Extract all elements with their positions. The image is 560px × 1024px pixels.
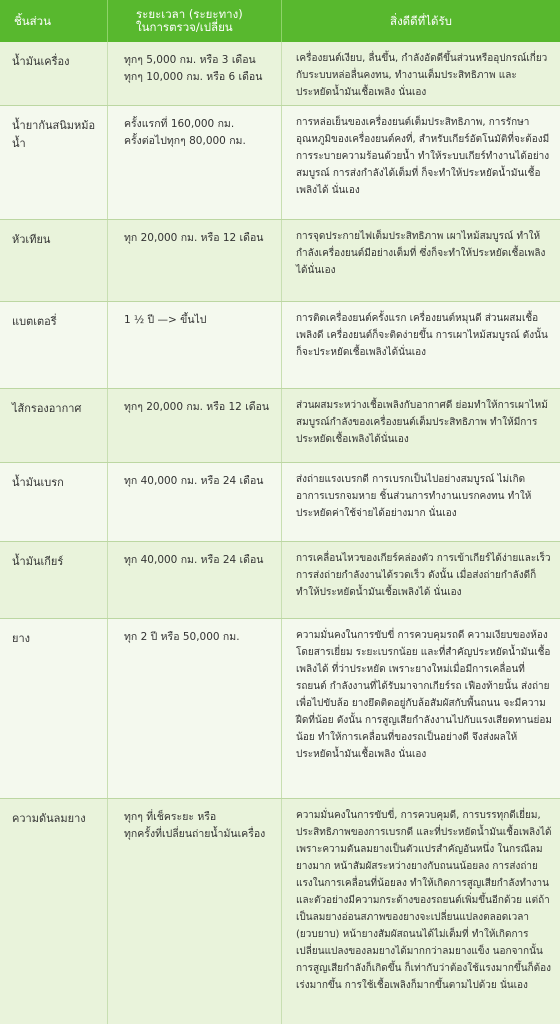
table-row xyxy=(0,42,560,106)
table-row xyxy=(0,463,560,542)
benefit-cell: ความมั่นคงในการขับขี่, การควบคุมดี, การบรรทุกดีเยี่ยม, ประสิทธิภาพของการเบรกดี และที่ประหยัดน้ำมันเชื้อเพลิงได้ เพราะความดันลมยางเป็นตัวแปรสำคัญอันหนึ่ง ในกรณีลมยางมาก หน้าสัมผัสระหว่างยางกับถนนน้อยลง การส่งถ่ายแรงในการเคลื่อนที่น้อยลง ทำให้เกิดการสูญเสียกำลังทำงานและตัวอย่างมีความกระด้างของรถยนต์เพิ่มขึ้นอีกด้วย แต่ถ้าเป็นลมยางอ่อนสภาพของยางจะเปลี่ยนแปลงตลอดเวลา (ยวบยาบ) หน้ายางสัมผัสถนนได้ไม่เต็มที่ ทำให้เกิดการเปลี่ยนแปลงของลมยางได้มากกว่าลมยางแข็ง นอกจากนั้นการสูญเสียกำลังก็เกิดขึ้น ก็เท่ากับว่าต้องใช้แรงมากขึ้นก็ต้องเร่งมากขึ้น การใช้เชื้อเพลิงก็มากขึ้นตามไปด้วย นั่นเอง xyxy=(296,810,552,991)
interval-cell: ทุกๆ ที่เช็คระยะ หรือ ทุกครั้งที่เปลี่ยนถ่ายน้ำมันเครื่อง xyxy=(108,799,282,1024)
header-part: ชิ้นส่วน xyxy=(0,0,108,42)
interval-cell: ครั้งแรกที่ 160,000 กม. ครั้งต่อไปทุกๆ 80,000 กม. xyxy=(108,106,282,219)
header-interval xyxy=(108,0,282,42)
benefit-cell: ส่วนผสมระหว่างเชื้อเพลิงกับอากาศดี ย่อมทำให้การเผาไหม้สมบูรณ์กำลังของเครื่องยนต์เต็มประสิทธิภาพ ทำให้มีการประหยัดเชื้อเพลิงได้นั่นเอง xyxy=(296,400,548,445)
table-row xyxy=(0,220,560,302)
benefit-cell: การจุดประกายไฟเต็มประสิทธิภาพ เผาไหม้สมบูรณ์ ทำให้กำลังเครื่องยนต์มีอย่างเต็มที่ ซึ่งก็จะทำให้ประหยัดเชื้อเพลิงได้นั่นเอง xyxy=(296,231,546,276)
table-row xyxy=(0,619,560,799)
benefit-cell: การหล่อเย็นของเครื่องยนต์เต็มประสิทธิภาพ, การรักษาอุณหภูมิของเครื่องยนต์คงที่, สำหรับเกียร์อัตโนมัติที่จะต้องมีการระบายความร้อนด้วยน้ำ ทำให้ระบบเกียร์ทำงานได้อย่างสมบูรณ์ การส่งกำลังได้เต็มที่ ก็จะทำให้ประหยัดน้ำมันเชื้อเพลิงได้ นั่นเอง xyxy=(296,117,550,196)
part-cell: น้ำมันเครื่อง xyxy=(0,42,108,105)
part-cell: หัวเทียน xyxy=(0,220,108,301)
part-cell: น้ำมันเกียร์ xyxy=(0,542,108,618)
table-row xyxy=(0,542,560,619)
table-row xyxy=(0,302,560,389)
part-cell: น้ำมันเบรก xyxy=(0,463,108,541)
header-interval-line2: ในการตรวจ/เปลี่ยน xyxy=(136,20,233,34)
table-header xyxy=(0,0,560,42)
interval-cell: ทุก 40,000 กม. หรือ 24 เดือน xyxy=(108,542,282,618)
part-cell: น้ำยากันสนิมหม้อน้ำ xyxy=(0,106,108,219)
interval-cell: ทุก 20,000 กม. หรือ 12 เดือน xyxy=(108,220,282,301)
benefit-cell: ความมั่นคงในการขับขี่ การควบคุมรถดี ความเงียบของห้องโดยสารเยี่ยม ระยะเบรกน้อย และที่สำคัญประหยัดน้ำมันเชื้อเพลิงได้ ที่ว่าประหยัด เพราะยางใหม่เมื่อมีการเคลื่อนที่รถยนต์ กำลังงานที่ได้รับมาจากเกียร์รถ เฟืองท้ายนั้น ส่งถ่ายเพื่อไปขับล้อ ยางยึดติดอยู่กับล้อสัมผัสกับพื้นถนน จะมีความฝืดที่น้อย ดังนั้น การสูญเสียกำลังงานไปกับแรงเสียดทานย่อมน้อย ทำให้การเคลื่อนที่ของรถเป็นอย่างดี จึงส่งผลให้ประหยัดน้ำมันเชื้อเพลิง นั่นเอง xyxy=(296,630,552,760)
benefit-cell: การติดเครื่องยนต์ครั้งแรก เครื่องยนต์หมุนดี ส่วนผสมเชื้อเพลิงดี เครื่องยนต์ก็จะติดง่ายขึ้น การเผาไหม้สมบูรณ์ ดังนั้น ก็จะประหยัดเชื้อเพลิงได้นั่นเอง xyxy=(296,313,548,358)
interval-cell: ทุก 2 ปี หรือ 50,000 กม. xyxy=(108,619,282,798)
table-row xyxy=(0,389,560,463)
interval-cell: ทุกๆ 20,000 กม. หรือ 12 เดือน xyxy=(108,389,282,462)
benefit-cell: การเคลื่อนไหวของเกียร์คล่องตัว การเข้าเกียร์ได้ง่ายและเร็ว การส่งถ่ายกำลังงานได้รวดเร็ว ดังนั้น เมื่อส่งถ่ายกำลังดีก็ทำให้ประหยัดน้ำมันเชื้อเพลิงได้ นั่นเอง xyxy=(296,553,551,598)
interval-cell: ทุก 40,000 กม. หรือ 24 เดือน xyxy=(108,463,282,541)
table-row xyxy=(0,799,560,1024)
part-cell: ความดันลมยาง xyxy=(0,799,108,1024)
benefit-cell: เครื่องยนต์เงียบ, ลื่นขึ้น, กำลังอัดดีขึ้นส่วนหรืออุปกรณ์เกี่ยวกับระบบหล่อลื่นคงทน, ทำงานเต็มประสิทธิภาพ และประหยัดน้ำมันเชื้อเพลิง นั่นเอง xyxy=(296,53,548,98)
header-interval-line1: ระยะเวลา (ระยะทาง) xyxy=(136,7,243,21)
interval-cell: 1 ½ ปี —> ขึ้นไป xyxy=(108,302,282,388)
interval-cell: ทุกๆ 5,000 กม. หรือ 3 เดือน ทุกๆ 10,000 กม. หรือ 6 เดือน xyxy=(108,42,282,105)
part-cell: ยาง xyxy=(0,619,108,798)
table-row xyxy=(0,106,560,220)
benefit-cell: ส่งถ่ายแรงเบรกดี การเบรกเป็นไปอย่างสมบูรณ์ ไม่เกิดอาการเบรกจมหาย ชิ้นส่วนการทำงานเบรกคงทน ทำให้ประหยัดค่าใช้จ่ายได้อย่างมาก นั่นเอง xyxy=(296,474,532,519)
part-cell: แบตเตอรี่ xyxy=(0,302,108,388)
part-cell: ไส้กรองอากาศ xyxy=(0,389,108,462)
header-benefit: สิ่งดีดีที่ได้รับ xyxy=(390,13,452,28)
